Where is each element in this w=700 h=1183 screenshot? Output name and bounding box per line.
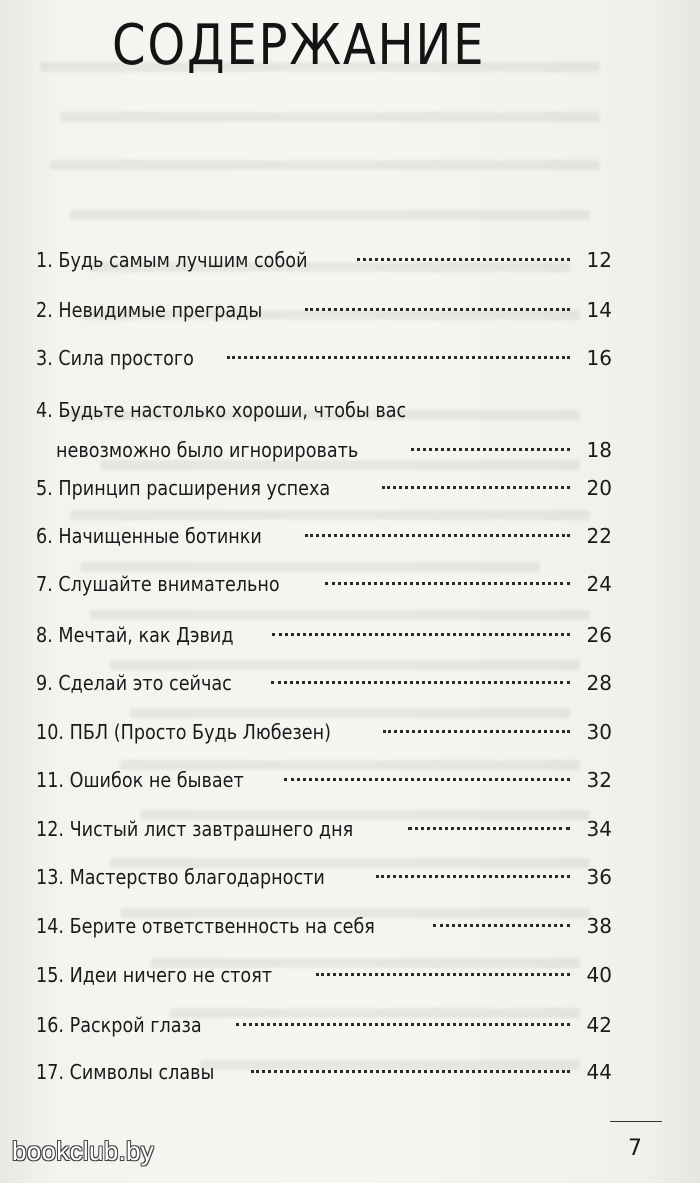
toc-entry-page: 26	[586, 623, 612, 647]
toc-entry	[36, 564, 612, 604]
watermark: bookclub.by	[12, 1136, 155, 1166]
dot-leader	[408, 827, 570, 830]
toc-entry	[36, 290, 612, 330]
toc-entry	[36, 760, 612, 800]
dot-leader	[305, 534, 570, 537]
toc-entry-title: 8. Мечтай, как Дэвид	[36, 623, 234, 647]
toc-entry-page: 42	[586, 1013, 612, 1037]
toc-entry-title: 17. Символы славы	[36, 1060, 215, 1084]
toc-entry	[36, 1005, 612, 1045]
toc-entry-page: 34	[586, 817, 612, 841]
toc-entry-title: 13. Мастерство благодарности	[36, 865, 325, 889]
toc-entry-page: 18	[586, 438, 612, 462]
toc-entry	[36, 809, 612, 849]
toc-entry-page: 28	[586, 671, 612, 695]
dot-leader	[411, 448, 570, 451]
dot-leader	[305, 308, 570, 311]
toc-entry	[36, 390, 612, 470]
toc-entry-title: 11. Ошибок не бывает	[36, 768, 244, 792]
toc-entry-page: 36	[586, 865, 612, 889]
dot-leader	[284, 778, 570, 781]
toc-entry	[36, 906, 612, 946]
toc-entry-page: 40	[586, 963, 612, 987]
dot-leader	[382, 486, 570, 489]
toc-entry	[36, 663, 612, 703]
toc-entry	[36, 338, 612, 378]
toc-entry-page: 24	[586, 572, 612, 596]
toc-entry-page: 20	[586, 476, 612, 500]
dot-leader	[227, 356, 570, 359]
toc-entry-title: 5. Принцип расширения успеха	[36, 476, 331, 500]
toc-entry-title: 10. ПБЛ (Просто Будь Любезен)	[36, 720, 331, 744]
toc-entry	[36, 712, 612, 752]
toc-entry-page: 14	[586, 298, 612, 322]
toc-entry-title: 15. Идеи ничего не стоят	[36, 963, 273, 987]
toc-entry	[36, 240, 612, 280]
toc-entry-page: 12	[586, 248, 612, 272]
footer-rule	[610, 1121, 662, 1122]
toc-entry-title-line-2: невозможно было игнорировать	[56, 438, 359, 462]
toc-entry	[36, 1052, 612, 1092]
toc-entry-title: 12. Чистый лист завтрашнего дня	[36, 817, 354, 841]
toc-entry	[36, 468, 612, 508]
dot-leader	[383, 730, 570, 733]
toc-entry-page: 44	[586, 1060, 612, 1084]
dot-leader	[316, 973, 570, 976]
toc-entry-title-line-1: 4. Будьте настолько хороши, чтобы вас	[36, 398, 407, 422]
toc-entry-title: 9. Сделай это сейчас	[36, 671, 232, 695]
dot-leader	[272, 633, 570, 636]
page-number: 7	[628, 1136, 642, 1161]
page-title: СОДЕРЖАНИЕ	[112, 13, 486, 78]
toc-entry-title: 2. Невидимые преграды	[36, 298, 263, 322]
toc-entry-page: 16	[586, 346, 612, 370]
toc-entry	[36, 615, 612, 655]
toc-entry-title: 6. Начищенные ботинки	[36, 524, 262, 548]
dot-leader	[251, 1070, 570, 1073]
toc-entry-title: 1. Будь самым лучшим собой	[36, 248, 308, 272]
toc-entry-page: 22	[586, 524, 612, 548]
dot-leader	[236, 1023, 570, 1026]
toc-entry	[36, 955, 612, 995]
dot-leader	[357, 258, 570, 261]
dot-leader	[433, 924, 570, 927]
dot-leader	[271, 681, 570, 684]
toc-entry-page: 32	[586, 768, 612, 792]
toc-entry-page: 30	[586, 720, 612, 744]
toc-entry-title: 7. Слушайте внимательно	[36, 572, 280, 596]
toc-entry-title: 3. Сила простого	[36, 346, 194, 370]
toc-entry	[36, 516, 612, 556]
dot-leader	[376, 875, 570, 878]
toc-entry-title: 16. Раскрой глаза	[36, 1013, 202, 1037]
toc-entry-page: 38	[586, 914, 612, 938]
dot-leader	[325, 582, 570, 585]
toc-entry-title: 14. Берите ответственность на себя	[36, 914, 375, 938]
toc-entry	[36, 857, 612, 897]
